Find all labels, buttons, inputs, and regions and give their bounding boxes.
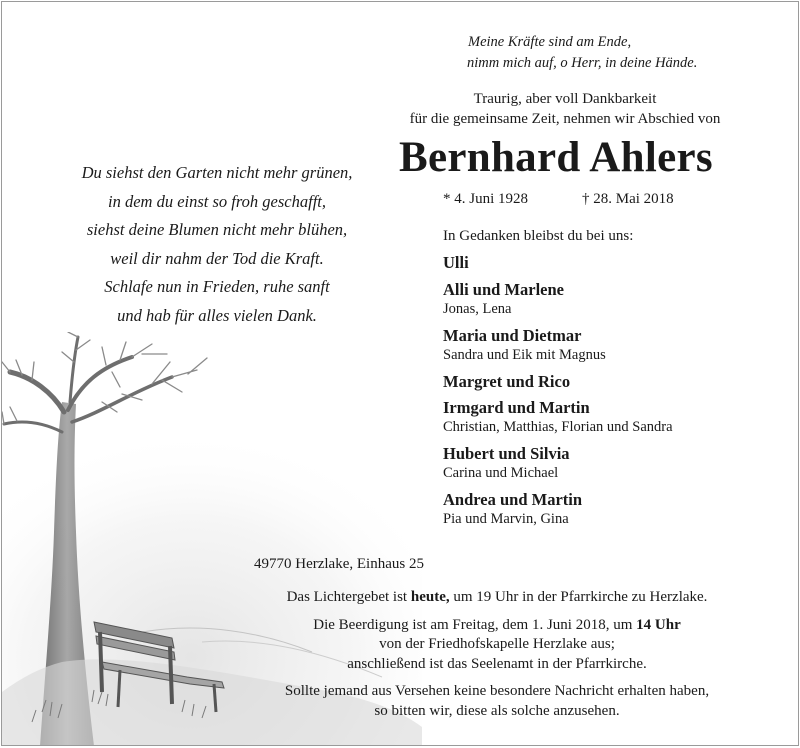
address: 49770 Herzlake, Einhaus 25 xyxy=(254,556,424,572)
prayer-text-post: um 19 Uhr in der Pfarrkirche zu Herzlake. xyxy=(449,589,708,605)
family-alli-marlene xyxy=(443,279,564,318)
obituary-notice xyxy=(1,1,799,746)
funeral-text-pre: Die Beerdigung ist am Freitag, dem 1. Juni 2018, um xyxy=(313,616,637,633)
prayer-text-pre: Das Lichtergebet ist xyxy=(286,589,411,605)
poem-line: Schlafe nun in Frieden, ruhe sanft xyxy=(104,277,330,296)
family-name: Ulli xyxy=(443,253,469,272)
prayer-notice xyxy=(232,588,762,608)
mourners-intro: In Gedanken bleibst du bei uns: xyxy=(443,228,634,244)
note-line-2: so bitten wir, diese als solche anzusehen. xyxy=(374,702,620,719)
family-name: Irmgard und Martin xyxy=(443,398,590,417)
family-members: Christian, Matthias, Florian und Sandra xyxy=(443,419,673,435)
family-hubert-silvia xyxy=(443,443,570,482)
poem-line: siehst deine Blumen nicht mehr blühen, xyxy=(86,220,348,239)
poem xyxy=(42,159,392,330)
family-name: Hubert und Silvia xyxy=(443,444,570,463)
funeral-notice xyxy=(232,616,762,636)
poem-line: weil dir nahm der Tod die Kraft. xyxy=(110,248,324,268)
family-name: Andrea und Martin xyxy=(443,490,583,509)
family-members: Jonas, Lena xyxy=(443,301,512,317)
funeral-notices xyxy=(232,588,762,721)
motto-verse xyxy=(468,32,697,74)
family-andrea-martin xyxy=(443,489,582,528)
funeral-line-3: anschließend ist das Seelenamt in der Pfarrkirche. xyxy=(347,655,647,672)
family-margret-rico xyxy=(443,371,570,392)
family-members: Carina und Michael xyxy=(443,465,559,481)
family-irmgard-martin xyxy=(443,397,673,436)
family-name: Margret und Rico xyxy=(443,372,571,391)
funeral-time: 14 Uhr xyxy=(636,616,681,633)
family-members: Sandra und Eik mit Magnus xyxy=(443,347,606,363)
motto-line-2: nimm mich auf, o Herr, in deine Hände. xyxy=(467,55,698,71)
poem-line: und hab für alles vielen Dank. xyxy=(117,305,317,325)
poem-line: Du siehst den Garten nicht mehr grünen, xyxy=(81,163,353,182)
note-line-1: Sollte jemand aus Versehen keine besondere Nachricht erhalten haben, xyxy=(284,683,710,699)
death-date: † 28. Mai 2018 xyxy=(582,191,674,207)
intro-line-1: Traurig, aber voll Dankbarkeit xyxy=(473,91,657,107)
family-name: Maria und Dietmar xyxy=(443,326,582,345)
deceased-name: Bernhard Ahlers xyxy=(399,134,713,181)
funeral-line-2: von der Friedhofskapelle Herzlake aus; xyxy=(379,636,615,652)
prayer-day: heute, xyxy=(410,589,450,605)
intro-text xyxy=(382,89,748,129)
family-name: Alli und Marlene xyxy=(443,280,565,299)
intro-line-2: für die gemeinsame Zeit, nehmen wir Abschied von xyxy=(409,111,721,127)
family-ulli xyxy=(443,252,469,273)
poem-line: in dem du einst so froh geschafft, xyxy=(108,191,326,211)
birth-date: * 4. Juni 1928 xyxy=(443,191,529,207)
family-maria-dietmar xyxy=(443,325,606,364)
family-members: Pia und Marvin, Gina xyxy=(443,511,569,527)
motto-line-1: Meine Kräfte sind am Ende, xyxy=(468,34,632,50)
